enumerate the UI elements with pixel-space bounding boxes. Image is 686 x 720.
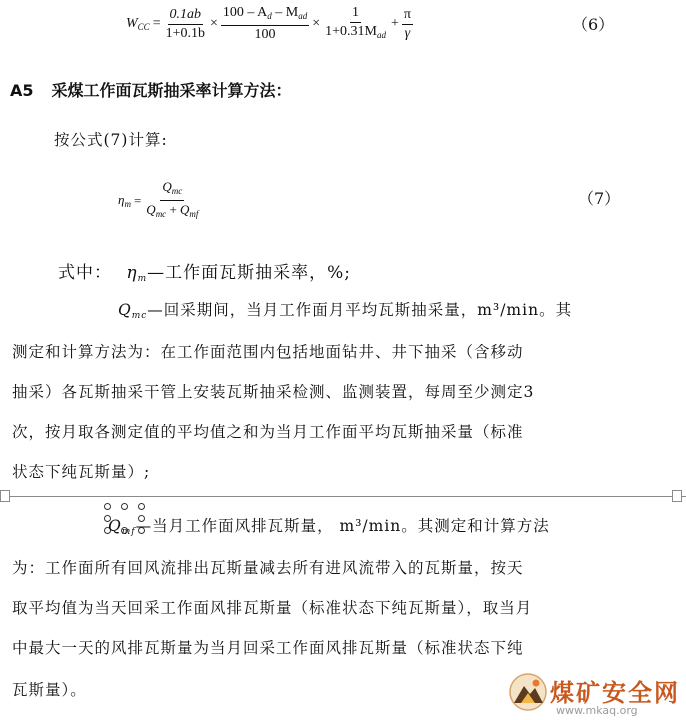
page-break-separator xyxy=(0,490,686,504)
qmf-line-2: 为：工作面所有回风流排出瓦斯量减去所有进风流带入的瓦斯量，按天 xyxy=(12,559,524,577)
qmc-line-2: 测定和计算方法为：在工作面范围内包括地面钻井、井下抽采（含移动 xyxy=(12,343,524,361)
watermark-url: www.mkaq.org xyxy=(556,704,638,717)
formula6-frac3: $\frac{1}{1+0.31M_{ad}}$ xyxy=(325,5,386,40)
formula7-lhs: $\eta_m$ xyxy=(118,192,131,209)
formula6-number: （6） xyxy=(572,15,615,34)
formula7-frac: $\frac{Q_{mc}}{Q_{mc} + Q_{mf}}$ xyxy=(146,179,199,219)
formula7-number: （7） xyxy=(578,189,621,208)
qmc-line-3: 抽采）各瓦斯抽采干管上安装瓦斯抽采检测、监测装置，每周至少测定3 xyxy=(12,383,535,401)
qmf-line-4: 中最大一天的风排瓦斯量为当月回采工作面风排瓦斯量（标准状态下纯 xyxy=(12,639,524,657)
resize-handle[interactable] xyxy=(104,503,111,510)
qmc-line-1: $Q_{mc}—$回采期间，当月工作面月平均瓦斯抽采量，m³/min。其 xyxy=(118,301,573,321)
qmf-symbol[interactable]: $Q_{mf}$ xyxy=(108,517,136,537)
qmc-line-4: 次，按月取各测定值的平均值之和为当月工作面平均瓦斯抽采量（标准 xyxy=(12,423,524,441)
formula-7: $\eta_m$ = $\frac{Q_{mc}}{Q_{mc} + Q_{mf}}$ xyxy=(118,178,200,223)
section-heading xyxy=(10,78,292,101)
formula6-lhs: $W_{CC}$ xyxy=(126,16,150,32)
formula6-frac4: $\frac{\pi}{\gamma}$ xyxy=(403,6,411,41)
page-break-left-mark xyxy=(0,490,10,502)
where-eta-line xyxy=(58,258,351,284)
watermark xyxy=(508,672,684,718)
section-title: 采煤工作面瓦斯抽采率计算方法： xyxy=(51,81,292,100)
formula6-frac2: $\frac{100 - A_d - M_{ad}}{100}$ xyxy=(222,5,308,42)
mine-safety-logo-icon xyxy=(508,672,548,712)
qmc-line-5: 状态下纯瓦斯量）; xyxy=(12,463,151,481)
qmc-symbol: $Q_{mc}$ xyxy=(118,301,148,321)
qmf-line-5: 瓦斯量）。 xyxy=(12,681,87,699)
where-label: 式中： xyxy=(58,263,112,283)
page-break-line xyxy=(0,496,686,497)
resize-handle[interactable] xyxy=(121,503,128,510)
formula6-frac1: $\frac{0.1ab}{1+0.1b}$ xyxy=(165,6,205,41)
eta-symbol: $\eta_m$ xyxy=(126,263,148,284)
watermark-title: 煤矿安全网 xyxy=(550,679,680,707)
eta-description: —工作面瓦斯抽采率，%; xyxy=(147,263,352,283)
section-label: A5 xyxy=(10,81,34,100)
qmf-line-1: $Q_{mf}—$当月工作面风排瓦斯量， m³/min。其测定和计算方法 xyxy=(108,517,550,537)
qmf-line-3: 取平均值为当天回采工作面风排瓦斯量（标准状态下纯瓦斯量），取当月 xyxy=(12,599,533,617)
page-break-right-mark xyxy=(672,490,682,502)
intro-text: 按公式(7)计算: xyxy=(54,131,168,149)
resize-handle[interactable] xyxy=(138,503,145,510)
formula-6: $W_{CC}$ = $\frac{0.1ab}{1+0.1b}$ × $\frac{100 - A_d - M_{ad}}{100}$ × $\frac{1}{1+0.31M_{ad}}$ + $\frac{\pi}{\gamma}$ xyxy=(126,5,411,42)
